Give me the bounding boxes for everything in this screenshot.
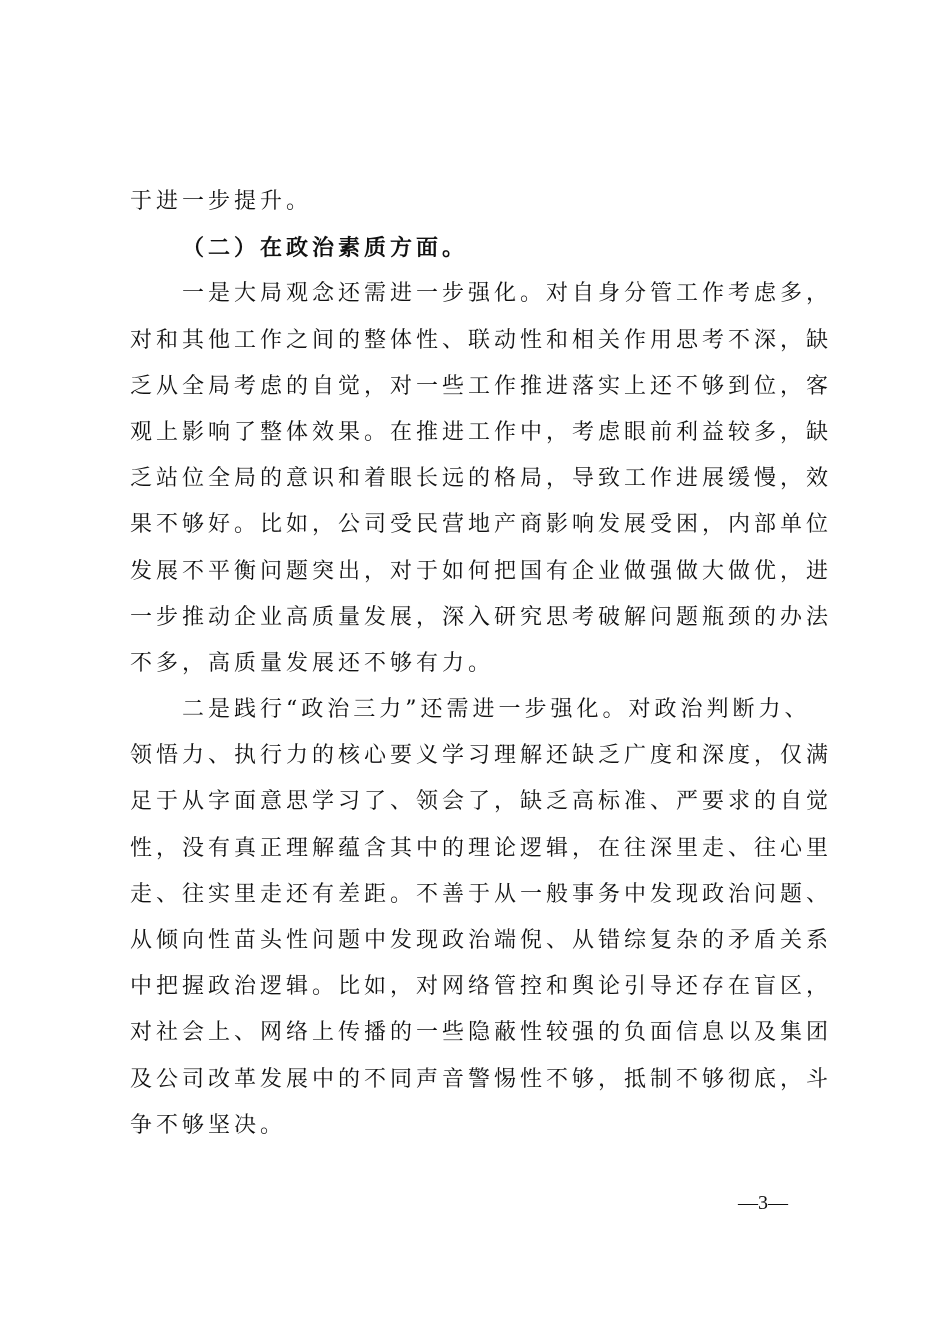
text-line: 对和其他工作之间的整体性、联动性和相关作用思考不深，缺 [130,327,833,353]
text-line: 走、往实里走还有差距。不善于从一般事务中发现政治问题、 [130,881,833,907]
text-line: 乏从全局考虑的自觉，对一些工作推进落实上还不够到位，客 [130,373,833,399]
text-line: 果不够好。比如，公司受民营地产商影响发展受困，内部单位 [130,512,833,538]
text-line: 二是践行“政治三力”还需进一步强化。对政治判断力、 [182,697,811,723]
text-line: 从倾向性苗头性问题中发现政治端倪、从错综复杂的矛盾关系 [130,928,833,953]
text-line: 足于从字面意思学习了、领会了，缺乏高标准、严要求的自觉 [130,789,833,815]
text-line: 一是大局观念还需进一步强化。对自身分管工作考虑多， [182,281,833,307]
text-line: 乏站位全局的意识和着眼长远的格局，导致工作进展缓慢，效 [130,466,833,492]
text-line: 争不够坚决。 [130,1112,287,1138]
text-line: 不多，高质量发展还不够有力。 [130,650,495,676]
text-line: 对社会上、网络上传播的一些隐蔽性较强的负面信息以及集团 [130,1020,833,1046]
document-body [130,179,840,1149]
text-line: 及公司改革发展中的不同声音警惕性不够，抵制不够彻底，斗 [130,1066,833,1092]
text-line: 于进一步提升。 [130,189,313,214]
text-line: 性，没有真正理解蕴含其中的理论逻辑，在往深里走、往心里 [130,835,833,861]
text-line: 一步推动企业高质量发展，深入研究思考破解问题瓶颈的办法 [130,604,833,630]
text-line: 发展不平衡问题突出，对于如何把国有企业做强做大做优，进 [130,558,833,584]
section-heading: （二）在政治素质方面。 [182,235,469,262]
page-number: —3— [738,1192,788,1214]
text-line: 观上影响了整体效果。在推进工作中，考虑眼前利益较多，缺 [130,419,833,445]
text-line: 中把握政治逻辑。比如，对网络管控和舆论引导还存在盲区， [130,974,833,1000]
text-line: 领悟力、执行力的核心要义学习理解还缺乏广度和深度，仅满 [130,743,833,769]
